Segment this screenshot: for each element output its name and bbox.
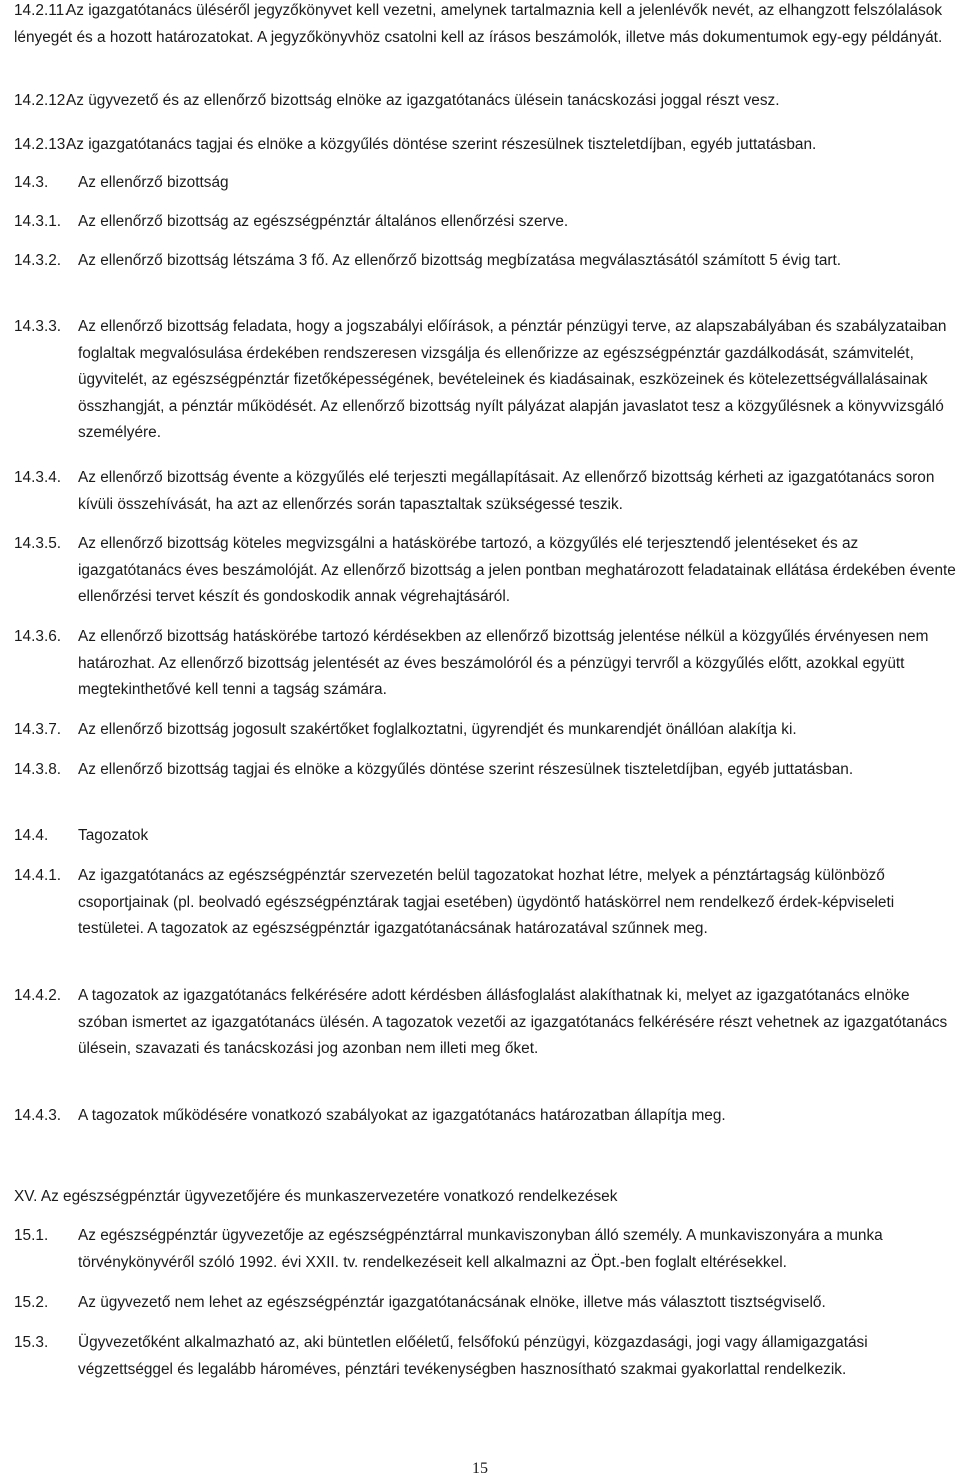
paragraph-number: 14.4.2. [14, 987, 62, 1004]
section-heading-14-3 [14, 170, 958, 197]
paragraph-text: Az ellenőrző bizottság létszáma 3 fő. Az ellenőrző bizottság megbízatása megválasztásától számított 5 évig tart. [78, 252, 842, 269]
paragraph-text: Az ellenőrző bizottság jogosult szakértőket foglalkoztatni, ügyrendjét és munkarendjét önállóan alakítja ki. [78, 721, 797, 738]
paragraph-text: Ügyvezetőként alkalmazható az, aki büntetlen előéletű, felsőfokú pénzügyi, közgazdasági, jogi vagy államigazgatási végzettséggel és legalább hároméves, pénztári tevékenységben hasznosítható szakmai gyakorlattal rendelkezik. [78, 1334, 868, 1378]
paragraph-14-4-2 [14, 983, 958, 1063]
paragraph-number: 14.3.7. [14, 721, 62, 738]
paragraph-text: Az ellenőrző bizottság feladata, hogy a jogszabályi előírások, a pénztár pénzügyi terve, az alapszabályában és szabályzataiban foglaltak megvalósulása érdekében rendszeresen vizsgálja és ellenőrizze az egészségpénztár gazdálkodását, számvitelét, ügyvitelét, az egészségpénztár fizetőképességének, bevételeinek és kiadásainak, eszközeinek és kötelezettségvállalásainak összhangját, a pénztár működését. Az ellenőrző bizottság nyílt pályázat alapján javaslatot tesz a közgyűlésnek a könyvvizsgáló személyére. [78, 318, 947, 442]
paragraph-number: 14.4.3. [14, 1107, 62, 1124]
paragraph-text: Az ellenőrző bizottság köteles megvizsgálni a hatáskörébe tartozó, a közgyűlés elé terjesztendő jelentéseket és az igazgatótanács éves beszámolóját. Az ellenőrző bizottság a jelen pontban meghatározott feladatainak ellátása érdekében évente ellenőrzési tervet készít és gondoskodik annak végrehajtásáról. [78, 535, 956, 606]
paragraph-number: 14.3.2. [14, 252, 62, 269]
paragraph-14-4-1 [14, 863, 958, 943]
paragraph-text: Az igazgatótanács az egészségpénztár szervezetén belül tagozatokat hozhat létre, melyek a pénztártagság különböző csoportjainak (pl. beolvadó egészségpénztárak tagjai esetében) ügydöntő hatáskörrel nem rendelkező érdek-képviseleti testületei. A tagozatok az egészségpénztár igazgatótanácsának határozatával szűnnek meg. [78, 867, 895, 938]
page-number: 15 [472, 1460, 488, 1477]
paragraph-number: 14.3.6. [14, 628, 62, 645]
section-number: 14.3. [14, 174, 49, 191]
paragraph-text: A tagozatok működésére vonatkozó szabályokat az igazgatótanács határozatban állapítja meg. [78, 1107, 726, 1124]
paragraph-text: Az ügyvezető nem lehet az egészségpénztár igazgatótanácsának elnöke, illetve más választott tisztségviselő. [78, 1294, 826, 1311]
paragraph-number: 14.4.1. [14, 867, 62, 884]
paragraph-14-3-3 [14, 314, 958, 447]
paragraph-15-2 [14, 1290, 958, 1317]
section-title: Az ellenőrző bizottság [78, 174, 229, 191]
chapter-heading-xv: XV. Az egészségpénztár ügyvezetőjére és munkaszervezetére vonatkozó rendelkezések [14, 1188, 618, 1205]
section-heading-14-4 [14, 823, 958, 850]
paragraph-text: Az ellenőrző bizottság évente a közgyűlés elé terjeszti megállapításait. Az ellenőrző bizottság kérheti az igazgatótanács soron kívüli összehívását, ha azt az ellenőrzés során tapasztaltak szükségessé teszik. [78, 469, 935, 513]
paragraph-14-2-11 [14, 0, 958, 51]
paragraph-number: 14.3.3. [14, 318, 62, 335]
paragraph-number: 14.3.4. [14, 469, 62, 486]
paragraph-15-1 [14, 1223, 958, 1276]
paragraph-number: 15.1. [14, 1227, 49, 1244]
paragraph-14-3-6 [14, 624, 958, 704]
paragraph-text: Az ellenőrző bizottság tagjai és elnöke a közgyűlés döntése szerint részesülnek tiszteletdíjban, egyéb juttatásban. [78, 761, 854, 778]
paragraph-text: Az ellenőrző bizottság az egészségpénztár általános ellenőrzési szerve. [78, 213, 569, 230]
paragraph-15-3 [14, 1330, 958, 1383]
paragraph-14-3-4 [14, 465, 958, 518]
paragraph-number: 14.3.8. [14, 761, 62, 778]
paragraph-14-3-5 [14, 531, 958, 611]
paragraph-14-2-13 [14, 132, 958, 159]
paragraph-14-3-7 [14, 717, 958, 744]
paragraph-number: 14.2.13. [14, 136, 70, 153]
paragraph-14-3-8 [14, 757, 958, 784]
paragraph-number: 14.3.1. [14, 213, 62, 230]
paragraph-number: 15.3. [14, 1334, 49, 1351]
paragraph-14-3-1 [14, 209, 958, 236]
paragraph-text: Az igazgatótanács üléséről jegyzőkönyvet kell vezetni, amelynek tartalmaznia kell a jelenlévők nevét, az elhangzott felszólalások lényegét és a hozott határozatokat. A jegyzőkönyvhöz csatolni kell az írásos beszámolók, illetve más dokumentumok egy-egy példányát. [14, 2, 943, 46]
paragraph-number: 14.2.11. [14, 2, 69, 19]
paragraph-text: Az ellenőrző bizottság hatáskörébe tartozó kérdésekben az ellenőrző bizottság jelentése nélkül a közgyűlés érvényesen nem határozhat. Az ellenőrző bizottság jelentését az éves beszámolóról és a pénzügyi tervről a közgyűlés előtt, azokkal együtt megtekinthetővé kell tenni a tagság számára. [78, 628, 929, 699]
paragraph-number: 15.2. [14, 1294, 49, 1311]
paragraph-14-3-2 [14, 248, 958, 275]
paragraph-text: Az egészségpénztár ügyvezetője az egészségpénztárral munkaviszonyban álló személy. A munkaviszonyára a munka törvénykönyvéről szóló 1992. évi XXII. tv. rendelkezéseit kell alkalmazni az Öpt.-ben foglalt eltérésekkel. [78, 1227, 883, 1271]
paragraph-text: Az igazgatótanács tagjai és elnöke a közgyűlés döntése szerint részesülnek tiszteletdíjban, egyéb juttatásban. [66, 136, 817, 153]
paragraph-text: Az ügyvezető és az ellenőrző bizottság elnöke az igazgatótanács ülésein tanácskozási joggal részt vesz. [66, 92, 780, 109]
paragraph-number: 14.3.5. [14, 535, 62, 552]
paragraph-14-4-3 [14, 1103, 958, 1130]
section-title: Tagozatok [78, 827, 149, 844]
paragraph-text: A tagozatok az igazgatótanács felkérésére adott kérdésben állásfoglalást alakíthatnak ki, melyet az igazgatótanács elnöke szóban ismertet az igazgatótanács ülésén. A tagozatok vezetői az igazgatótanács felkérésére részt vehetnek az igazgatótanács ülésein, szavazati és tanácskozási jog azonban nem illeti meg őket. [78, 987, 948, 1058]
section-number: 14.4. [14, 827, 49, 844]
paragraph-number: 14.2.12. [14, 92, 70, 109]
paragraph-14-2-12 [14, 88, 958, 115]
